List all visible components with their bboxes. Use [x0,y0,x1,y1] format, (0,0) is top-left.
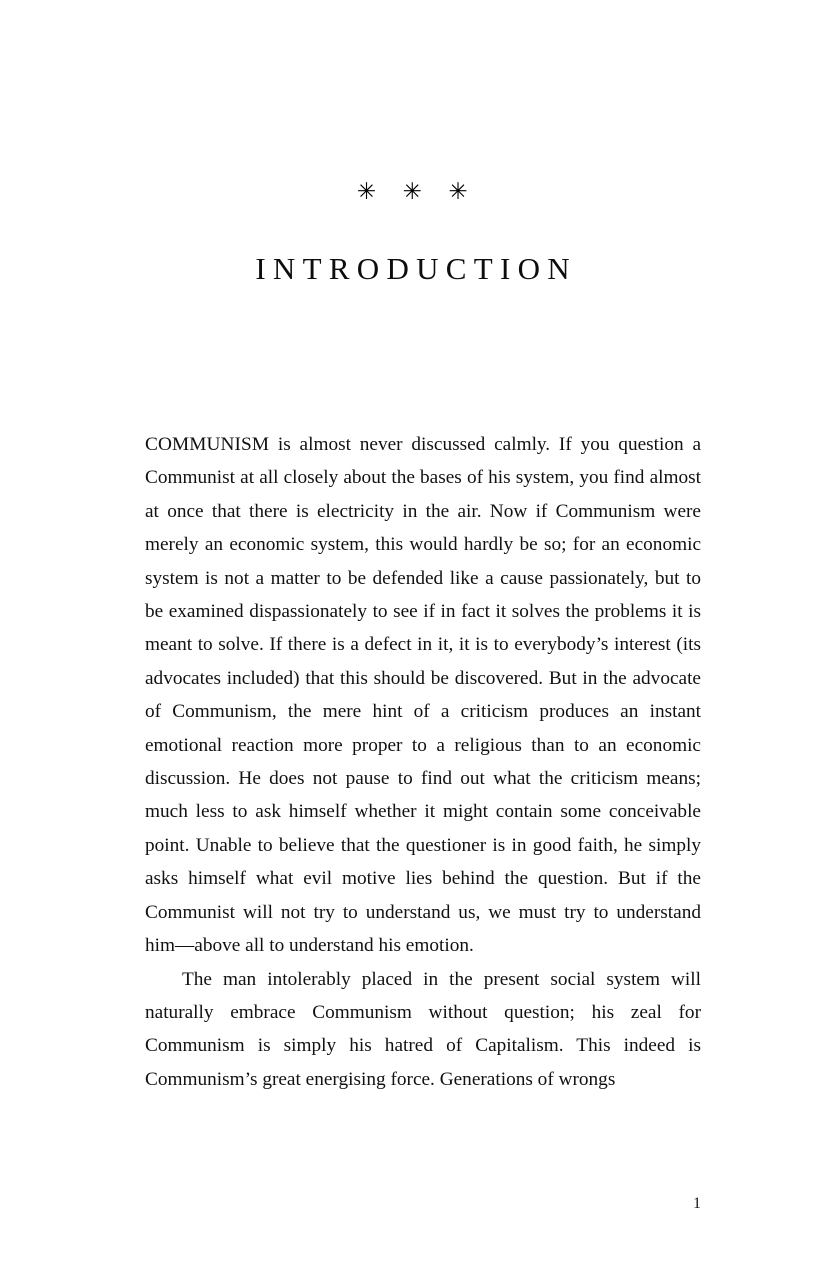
opening-caps: COMMUNISM [145,434,270,455]
asterisk-icon: ✳ [402,178,423,205]
paragraph [145,428,701,963]
paragraph: The man intolerably placed in the present social system will naturally embrace Communism without question; his zeal for Communism is simply his hatred of Capitalism. This indeed is Communism’s great energising force. Generations of wrongs [145,968,701,1090]
three-asterisk-ornament [0,178,825,204]
asterisk-icon: ✳ [356,178,377,205]
asterisk-icon: ✳ [448,178,469,205]
page-number: 1 [693,1195,701,1212]
page-title: INTRODUCTION [255,251,577,286]
body-text [145,428,701,1096]
paragraph-text: is almost never discussed calmly. If you question a Communist at all closely about the bases of his system, you find almost at once that there is electricity in the air. Now if Communism were merely an economic system, this would hardly be so; for an economic system is not a matter to be defended like a cause passionately, but to be examined dispassionately to see if in fact it solves the problems it is meant to solve. If there is a defect in it, it is to everybody’s interest (its advocates included) that this should be discovered. But in the advocate of Communism, the mere hint of a criticism produces an instant emotional reaction more proper to a religious than to an economic discussion. He does not pause to find out what the criticism means; much less to ask himself whether it might contain some conceivable point. Unable to believe that the questioner is in good faith, he simply asks himself what evil motive lies behind the question. But if the Communist will not try to understand us, we must try to understand him—above all to understand his emotion. [145,434,701,957]
